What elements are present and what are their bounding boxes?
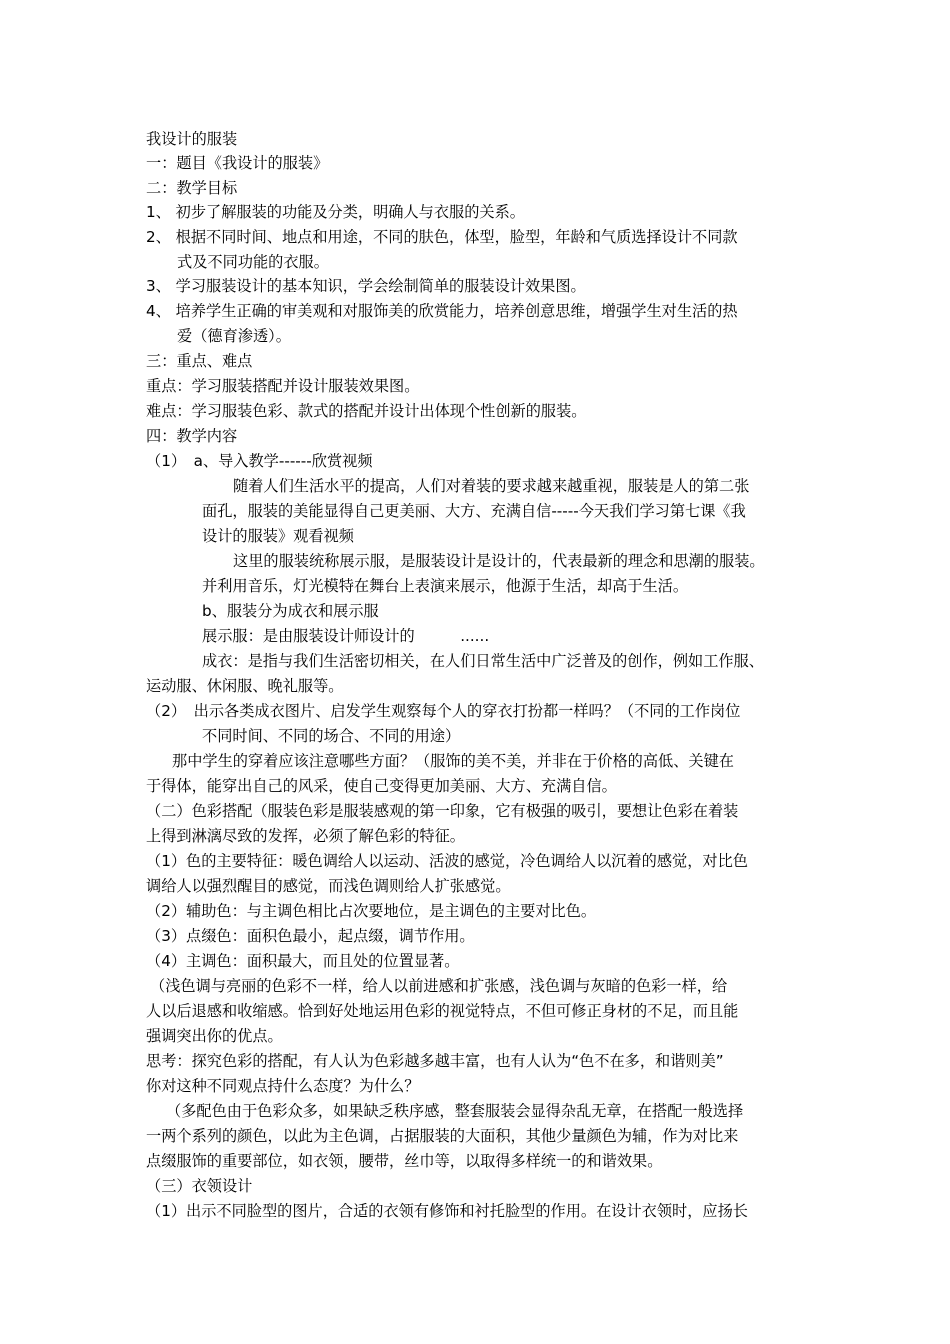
text-line: 调给人以强烈醒目的感觉，而浅色调则给人扩张感觉。: [146, 877, 511, 895]
list-item: 4、 培养学生正确的审美观和对服饰美的欣赏能力，培养创意思维，增强学生对生活的热: [146, 302, 738, 320]
list-item: 3、 学习服装设计的基本知识，学会绘制简单的服装设计效果图。: [146, 277, 586, 295]
text-line: 点缀服饰的重要部位，如衣领，腰带，丝巾等，以取得多样统一的和谐效果。: [146, 1152, 663, 1170]
text-line: 成衣：是指与我们生活密切相关，在人们日常生活中广泛普及的创作，例如工作服、: [202, 652, 764, 670]
text-line: （1）色的主要特征：暖色调给人以运动、活波的感觉，冷色调给人以沉着的感觉，对比色: [146, 852, 748, 870]
text-line: 运动服、休闲服、晚礼服等。: [146, 677, 344, 695]
text-line: 不同时间、不同的场合、不同的用途）: [202, 727, 461, 745]
text-line: （浅色调与亮丽的色彩不一样，给人以前进感和扩张感，浅色调与灰暗的色彩一样，给: [150, 977, 728, 995]
section-heading: 二：教学目标: [146, 179, 238, 197]
text-line: 思考：探究色彩的搭配，有人认为色彩越多越丰富，也有人认为“色不在多，和谐则美”: [146, 1052, 724, 1070]
list-item: 1、 初步了解服装的功能及分类，明确人与衣服的关系。: [146, 203, 525, 221]
text-line: 难点：学习服装色彩、款式的搭配并设计出体现个性创新的服装。: [146, 402, 587, 420]
text-line: 上得到淋漓尽致的发挥，必须了解色彩的特征。: [146, 827, 465, 845]
list-item-continuation: 式及不同功能的衣服。: [177, 253, 329, 271]
text-line: 随着人们生活水平的提高，人们对着装的要求越来越重视，服装是人的第二张: [233, 477, 750, 495]
text-line: （多配色由于色彩众多，如果缺乏秩序感，整套服装会显得杂乱无章，在搭配一般选择: [166, 1102, 744, 1120]
text-line: 并利用音乐，灯光模特在舞台上表演来展示，他源于生活，却高于生活。: [202, 577, 688, 595]
text-line: 重点：学习服装搭配并设计服装效果图。: [146, 377, 420, 395]
subsection-heading: （1） a、导入教学------欣赏视频: [146, 452, 373, 470]
text-line: 于得体，能穿出自己的风采，使自己变得更加美丽、大方、充满自信。: [146, 777, 617, 795]
text-line: （2） 出示各类成衣图片、启发学生观察每个人的穿衣打扮都一样吗？（不同的工作岗位: [146, 702, 741, 720]
section-heading: 四：教学内容: [146, 427, 238, 445]
text-line: （4）主调色：面积最大，而且处的位置显著。: [146, 952, 460, 970]
text-line: 设计的服装》观看视频: [202, 527, 354, 545]
subsection-heading: （三）衣领设计: [146, 1177, 253, 1195]
text-line: （2）辅助色：与主调色相比占次要地位，是主调色的主要对比色。: [146, 902, 597, 920]
text-line: 人以后退感和收缩感。恰到好处地运用色彩的视觉特点，不但可修正身材的不足，而且能: [146, 1002, 739, 1020]
section-heading: 三：重点、难点: [146, 352, 253, 370]
text-line: 面孔，服装的美能显得自己更美丽、大方、充满自信-----今天我们学习第七课《我: [202, 502, 746, 520]
subsection-heading: （二）色彩搭配（服装色彩是服装感观的第一印象，它有极强的吸引，要想让色彩在着装: [146, 802, 739, 820]
text-line: 这里的服装统称展示服，是服装设计是设计的，代表最新的理念和思潮的服装。: [233, 552, 765, 570]
list-item: 2、 根据不同时间、地点和用途，不同的肤色，体型，脸型，年龄和气质选择设计不同款: [146, 228, 738, 246]
text-line: 你对这种不同观点持什么态度？为什么？: [146, 1077, 420, 1095]
list-item-continuation: 爱（德育渗透）。: [177, 327, 291, 345]
text-line: 强调突出你的优点。: [146, 1027, 283, 1045]
text-line: （1）出示不同脸型的图片，合适的衣领有修饰和衬托脸型的作用。在设计衣领时，应扬长: [146, 1202, 748, 1220]
document-title: 我设计的服装: [146, 130, 238, 148]
subsection-heading: b、服装分为成衣和展示服: [202, 602, 379, 620]
text-line: 展示服：是由服装设计师设计的 ......: [202, 627, 490, 645]
section-heading: 一：题目《我设计的服装》: [146, 154, 329, 172]
text-line: 那中学生的穿着应该注意哪些方面？（服饰的美不美，并非在于价格的高低、关键在: [172, 752, 734, 770]
text-line: 一两个系列的颜色，以此为主色调，占据服装的大面积，其他少量颜色为辅，作为对比来: [146, 1127, 739, 1145]
text-line: （3）点缀色：面积色最小，起点缀，调节作用。: [146, 927, 475, 945]
